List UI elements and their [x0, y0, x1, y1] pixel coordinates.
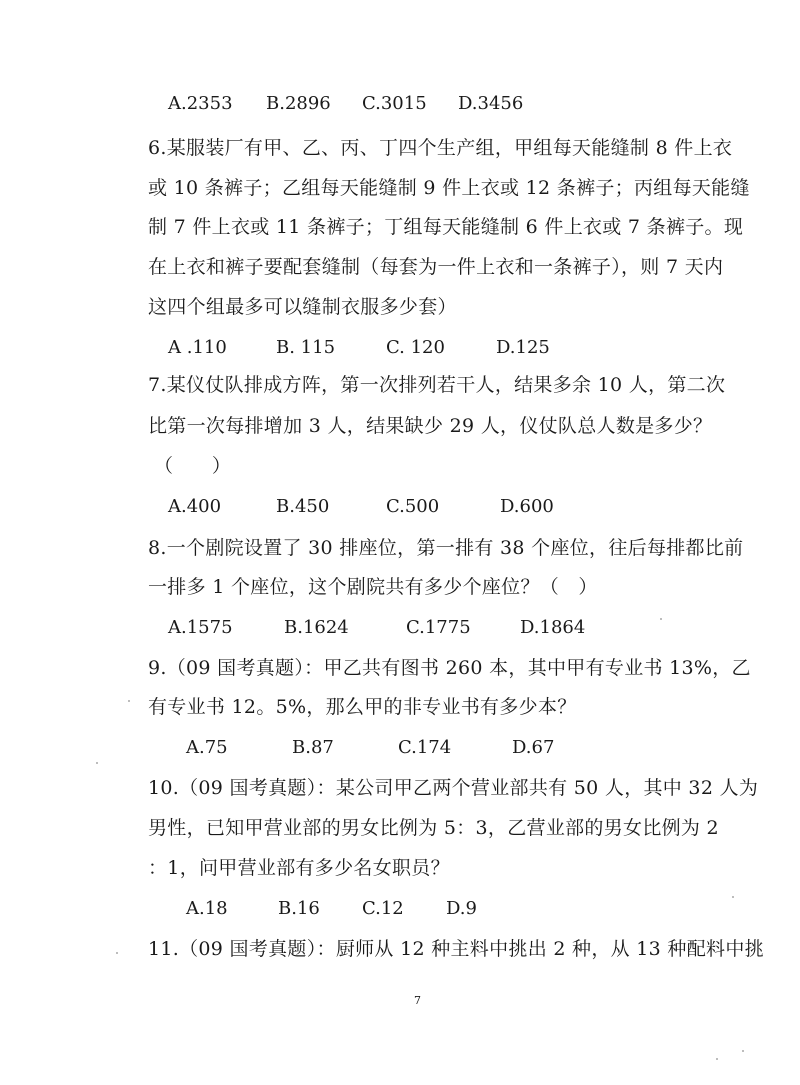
q5-option-a: A.2353	[168, 93, 233, 114]
q6-line-3: 制 7 件上衣或 11 条裤子；丁组每天能缝制 6 件上衣或 7 条裤子。现	[148, 216, 744, 238]
q6-option-a: A .110	[168, 337, 227, 358]
q8-option-c: C.1775	[406, 617, 471, 638]
q10-option-a: A.18	[186, 898, 228, 919]
scan-speck	[128, 700, 130, 702]
q7-line-2: 比第一次每排增加 3 人，结果缺少 29 人，仪仗队总人数是多少？	[148, 415, 713, 437]
q6-line-5: 这四个组最多可以缝制衣服多少套）	[148, 296, 457, 318]
q8-line-2: 一排多 1 个座位，这个剧院共有多少个座位？（ ）	[148, 576, 598, 598]
q9-option-a: A.75	[186, 737, 228, 758]
q10-line-2: 男性，已知甲营业部的男女比例为 5：3，乙营业部的男女比例为 2	[148, 817, 719, 839]
q7-option-b: B.450	[276, 496, 330, 517]
scan-speck	[716, 1058, 718, 1060]
q7-option-d: D.600	[500, 496, 554, 517]
scan-speck	[116, 952, 118, 954]
q8-option-a: A.1575	[168, 617, 233, 638]
q5-option-d: D.3456	[458, 93, 524, 114]
q6-line-4: 在上衣和裤子要配套缝制（每套为一件上衣和一条裤子），则 7 天内	[148, 256, 724, 278]
q6-option-b: B. 115	[276, 337, 336, 358]
q5-option-b: B.2896	[266, 93, 331, 114]
scan-speck	[732, 896, 734, 898]
q7-line-1: 7.某仪仗队排成方阵，第一次排列若干人，结果多余 10 人，第二次	[148, 374, 726, 396]
q6-line-2: 或 10 条裤子；乙组每天能缝制 9 件上衣或 12 条裤子；丙组每天能缝	[148, 177, 750, 199]
q9-line-1: 9.（09 国考真题）：甲乙共有图书 260 本，其中甲有专业书 13%，乙	[148, 657, 751, 679]
q7-answer-blank: （ ）	[154, 455, 232, 477]
q11-line-1: 11.（09 国考真题）：厨师从 12 种主料中挑出 2 种，从 13 种配料中挑	[148, 938, 764, 960]
q10-line-1: 10.（09 国考真题）：某公司甲乙两个营业部共有 50 人，其中 32 人为	[148, 777, 759, 799]
q9-option-d: D.67	[512, 737, 555, 758]
q10-option-d: D.9	[446, 898, 477, 919]
q5-option-c: C.3015	[362, 93, 427, 114]
q10-line-3: ：1，问甲营业部有多少名女职员？	[148, 857, 450, 879]
q6-line-1: 6.某服装厂有甲、乙、丙、丁四个生产组，甲组每天能缝制 8 件上衣	[148, 137, 733, 159]
q6-option-d: D.125	[496, 337, 550, 358]
q9-line-2: 有专业书 12。5%，那么甲的非专业书有多少本？	[148, 696, 577, 718]
q7-option-a: A.400	[168, 496, 222, 517]
q6-option-c: C. 120	[386, 337, 445, 358]
q7-option-c: C.500	[386, 496, 440, 517]
scan-speck	[742, 1050, 744, 1052]
q10-option-c: C.12	[362, 898, 404, 919]
scan-speck	[660, 618, 662, 620]
q8-option-b: B.1624	[284, 617, 349, 638]
q9-option-b: B.87	[292, 737, 334, 758]
q10-option-b: B.16	[278, 898, 320, 919]
q8-option-d: D.1864	[520, 617, 586, 638]
scan-speck	[96, 762, 98, 764]
q8-line-1: 8.一个剧院设置了 30 排座位，第一排有 38 个座位，往后每排都比前	[148, 537, 744, 559]
q9-option-c: C.174	[398, 737, 452, 758]
page-number: 7	[414, 994, 421, 1007]
